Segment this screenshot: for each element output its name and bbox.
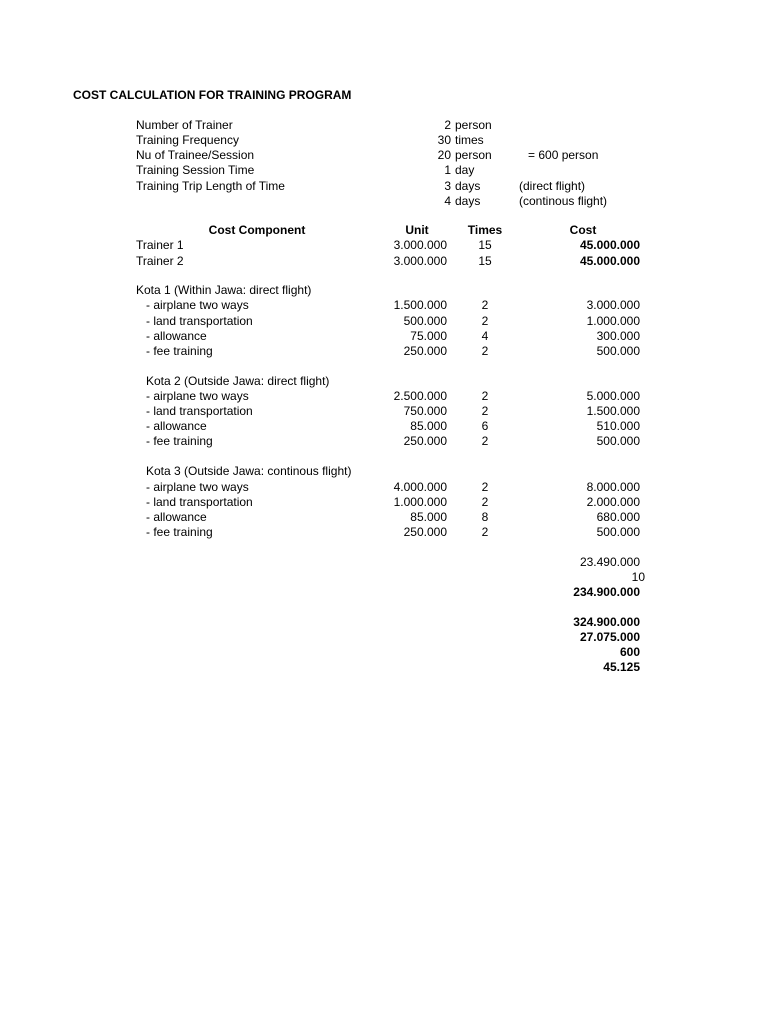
param-unit: days	[455, 179, 481, 193]
row-times: 2	[481, 404, 489, 418]
header-cost-component: Cost Component	[208, 223, 306, 237]
param-label: Training Trip Length of Time	[136, 179, 285, 193]
row-times: 2	[481, 480, 489, 494]
grand-total: 324.900.000	[573, 615, 640, 629]
param-unit: day	[455, 163, 475, 177]
grand-trainee-count: 600	[619, 645, 640, 659]
row-cost: 500.000	[596, 344, 640, 358]
row-label: - allowance	[146, 510, 207, 524]
row-times: 2	[481, 495, 489, 509]
row-cost: 1.000.000	[586, 314, 640, 328]
row-cost: 8.000.000	[586, 480, 640, 494]
row-cost: 3.000.000	[586, 298, 640, 312]
param-unit: person	[455, 148, 492, 162]
row-cost: 500.000	[596, 525, 640, 539]
row-unit: 75.000	[410, 329, 447, 343]
row-label: - land transportation	[146, 314, 253, 328]
row-label: - land transportation	[146, 495, 253, 509]
row-cost: 2.000.000	[586, 495, 640, 509]
param-label: Training Frequency	[136, 133, 239, 147]
param-number: 1	[444, 163, 451, 177]
row-cost: 500.000	[596, 434, 640, 448]
header-cost: Cost	[569, 223, 597, 237]
row-unit: 2.500.000	[393, 389, 447, 403]
param-note: (continous flight)	[519, 194, 608, 208]
row-times: 2	[481, 389, 489, 403]
row-label: - fee training	[146, 525, 213, 539]
row-label: - fee training	[146, 344, 213, 358]
row-times: 6	[481, 419, 489, 433]
row-label: - airplane two ways	[146, 389, 249, 403]
row-times: 2	[481, 434, 489, 448]
row-times: 2	[481, 344, 489, 358]
grand-per-session: 27.075.000	[579, 630, 640, 644]
row-cost: 1.500.000	[586, 404, 640, 418]
group-title: Kota 2 (Outside Jawa: direct flight)	[146, 374, 330, 388]
row-times: 8	[481, 510, 489, 524]
trainer-label: Trainer 1	[136, 238, 184, 252]
row-cost: 510.000	[596, 419, 640, 433]
trainer-unit: 3.000.000	[393, 254, 447, 268]
subtotal-sum: 23.490.000	[579, 555, 640, 569]
row-times: 2	[481, 314, 489, 328]
group-title: Kota 3 (Outside Jawa: continous flight)	[146, 464, 352, 478]
trainer-times: 15	[478, 238, 492, 252]
param-note: = 600 person	[528, 148, 599, 162]
trainer-label: Trainer 2	[136, 254, 184, 268]
trainer-cost: 45.000.000	[579, 238, 640, 252]
row-label: - allowance	[146, 419, 207, 433]
row-label: - land transportation	[146, 404, 253, 418]
param-label: Number of Trainer	[136, 118, 233, 132]
param-label: Training Session Time	[136, 163, 255, 177]
row-unit: 750.000	[403, 404, 447, 418]
param-number: 2	[444, 118, 451, 132]
group-title: Kota 1 (Within Jawa: direct flight)	[136, 283, 312, 297]
row-times: 4	[481, 329, 489, 343]
row-label: - fee training	[146, 434, 213, 448]
row-unit: 85.000	[410, 510, 447, 524]
param-number: 20	[437, 148, 451, 162]
row-unit: 1.000.000	[393, 495, 447, 509]
trainer-cost: 45.000.000	[579, 254, 640, 268]
row-unit: 1.500.000	[393, 298, 447, 312]
param-number: 3	[444, 179, 451, 193]
param-number: 30	[437, 133, 451, 147]
row-label: - airplane two ways	[146, 298, 249, 312]
param-number: 4	[444, 194, 451, 208]
row-label: - allowance	[146, 329, 207, 343]
param-unit: times	[455, 133, 484, 147]
grand-cost-per-trainee: 45.125	[603, 660, 640, 674]
subtotal-total: 234.900.000	[573, 585, 640, 599]
row-cost: 5.000.000	[586, 389, 640, 403]
trainer-times: 15	[478, 254, 492, 268]
param-note: (direct flight)	[519, 179, 586, 193]
row-cost: 680.000	[596, 510, 640, 524]
param-unit: days	[455, 194, 481, 208]
row-unit: 250.000	[403, 525, 447, 539]
row-unit: 4.000.000	[393, 480, 447, 494]
subtotal-multiplier: 10	[631, 570, 645, 584]
row-unit: 85.000	[410, 419, 447, 433]
trainer-unit: 3.000.000	[393, 238, 447, 252]
param-unit: person	[455, 118, 492, 132]
row-unit: 250.000	[403, 344, 447, 358]
row-label: - airplane two ways	[146, 480, 249, 494]
row-times: 2	[481, 525, 489, 539]
param-label: Nu of Trainee/Session	[136, 148, 255, 162]
row-unit: 500.000	[403, 314, 447, 328]
header-unit: Unit	[405, 223, 429, 237]
header-times: Times	[467, 223, 503, 237]
row-unit: 250.000	[403, 434, 447, 448]
row-times: 2	[481, 298, 489, 312]
page-title: COST CALCULATION FOR TRAINING PROGRAM	[73, 88, 352, 102]
row-cost: 300.000	[596, 329, 640, 343]
